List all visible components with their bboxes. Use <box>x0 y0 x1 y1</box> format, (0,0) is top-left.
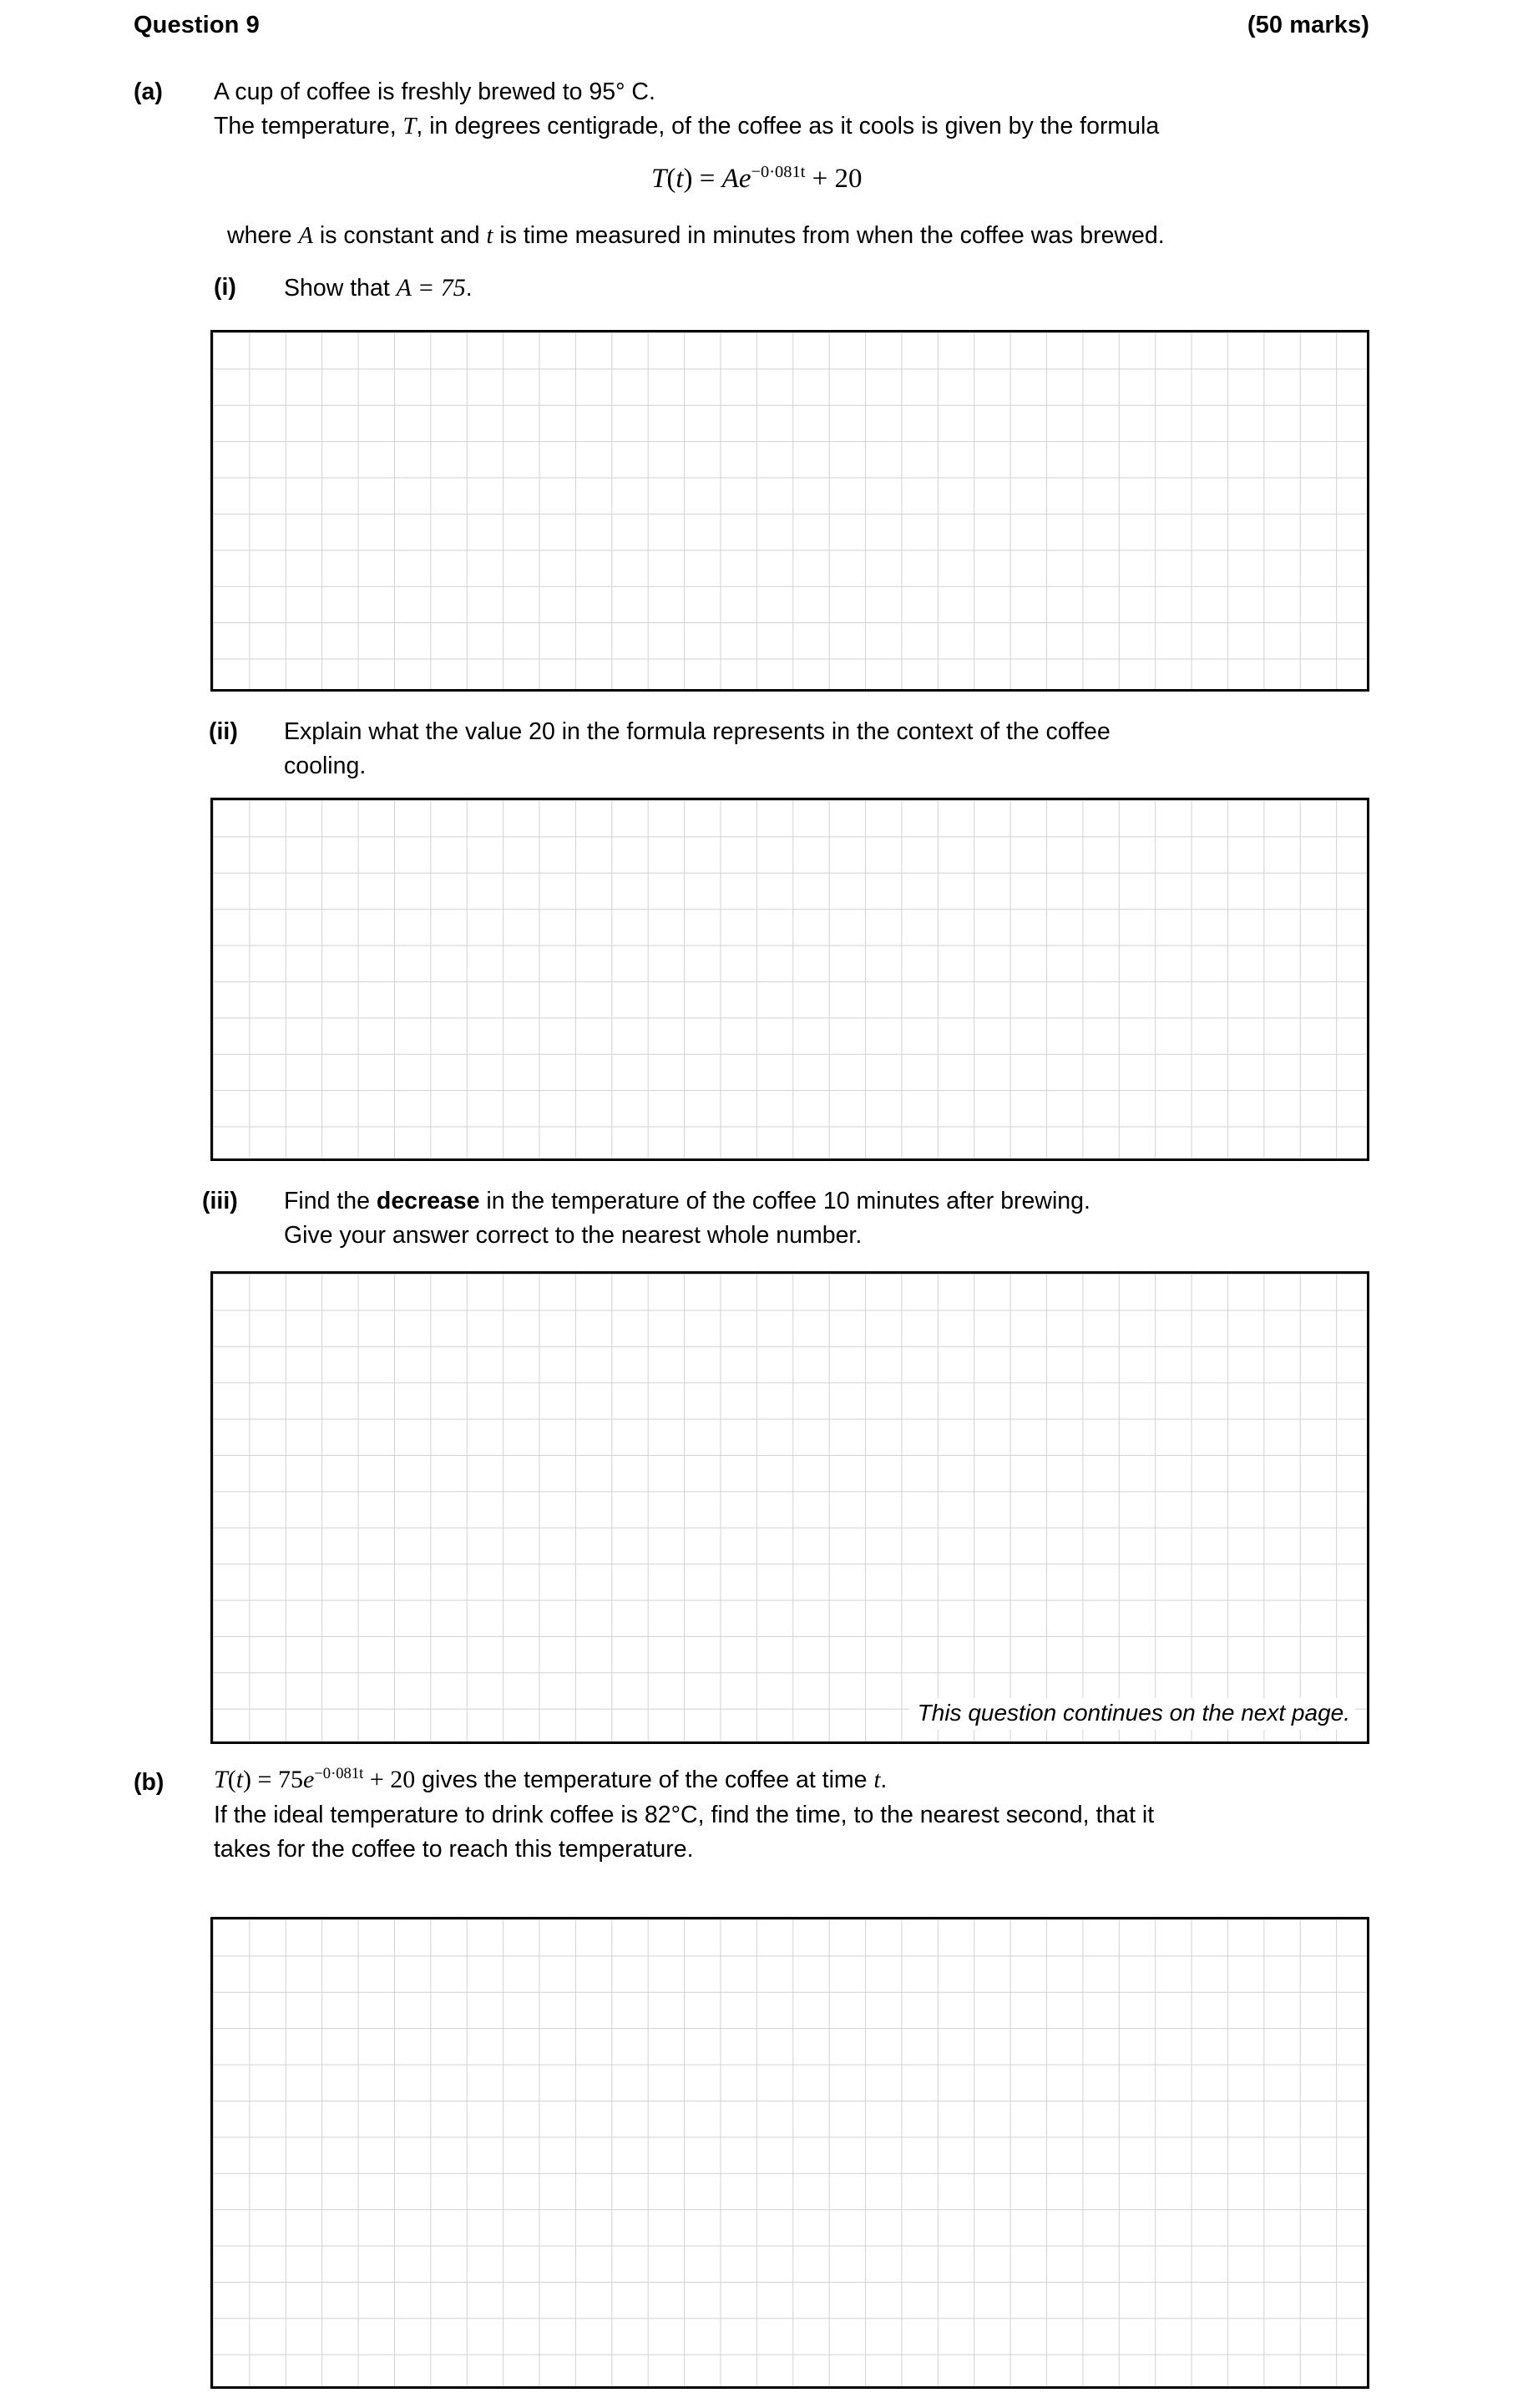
part-a-iii-emphasis: decrease <box>376 1188 480 1214</box>
part-a-label: (a) <box>134 79 163 105</box>
part-a-iii-label: (iii) <box>202 1188 238 1214</box>
part-b-line-1 <box>214 1762 887 1797</box>
answer-box-a-i[interactable] <box>210 330 1369 692</box>
formula-part-a <box>651 164 863 195</box>
part-a-i-text <box>284 271 473 306</box>
formula-a-tail: + 20 <box>812 164 863 194</box>
formula-part-b <box>214 1766 415 1793</box>
part-a-line-1 <box>214 75 655 109</box>
part-a-ii-label: (ii) <box>209 718 238 745</box>
page-header <box>134 12 1369 39</box>
formula-b-e: e <box>302 1766 315 1793</box>
variable-t: t <box>486 223 493 249</box>
part-a-ii-line-2: cooling. <box>284 753 367 779</box>
part-a-iii-line-2: Give your answer correct to the nearest whole number. <box>284 1222 863 1249</box>
part-b-label: (b) <box>134 1769 164 1796</box>
formula-a-paren-close: ) <box>683 164 693 194</box>
part-a-i-label: (i) <box>214 274 236 301</box>
part-b-variable-t: t <box>873 1767 881 1793</box>
formula-a-paren-open: ( <box>666 164 676 194</box>
formula-a-e: e <box>738 164 751 194</box>
answer-box-a-ii[interactable] <box>210 798 1369 1161</box>
part-a-line-1-text: A cup of coffee is freshly brewed to 95° C. <box>214 79 655 105</box>
answer-box-b[interactable] <box>210 1917 1369 2389</box>
part-a-ii-line-1: Explain what the value 20 in the formula represents in the context of the coffee <box>284 718 1111 745</box>
part-a-line-2-post: , in degrees centigrade, of the coffee as it cools is given by the formula <box>416 113 1160 139</box>
formula-b-tail: + 20 <box>369 1766 416 1793</box>
part-b-line-1-pre: gives the temperature of the coffee at time <box>415 1767 874 1793</box>
formula-b-coefficient: 75 <box>277 1766 303 1793</box>
part-a-i-pre: Show that <box>284 275 397 302</box>
formula-a-A: A <box>721 164 739 194</box>
variable-T: T <box>402 114 417 139</box>
formula-b-paren-close: ) <box>243 1766 252 1793</box>
part-a-line-2 <box>214 109 1159 144</box>
answer-box-a-iii[interactable] <box>210 1271 1369 1744</box>
formula-b-equals: = <box>257 1766 272 1793</box>
part-a-line-2-pre: The temperature, <box>214 113 403 139</box>
part-a-iii-pre: Find the <box>284 1188 377 1214</box>
variable-A: A <box>298 223 313 249</box>
continues-note: This question continues on the next page. <box>909 1698 1355 1730</box>
formula-b-exponent: −0·081t <box>314 1765 364 1782</box>
marks-label: (50 marks) <box>1247 12 1369 38</box>
formula-b-T: T <box>214 1766 228 1793</box>
part-a-where-line <box>227 219 1165 253</box>
where-pre: where <box>227 222 299 249</box>
part-b-line-3: takes for the coffee to reach this temperature. <box>214 1836 694 1863</box>
formula-b-paren-open: ( <box>227 1766 236 1793</box>
formula-a-t: t <box>676 164 684 194</box>
part-a-i-math: A = 75 <box>396 274 466 302</box>
where-post: is time measured in minutes from when the coffee was brewed. <box>493 222 1165 249</box>
formula-a-equals: = <box>699 164 716 194</box>
part-a-iii-line-1 <box>284 1184 1090 1219</box>
part-b-line-2: If the ideal temperature to drink coffee is 82°C, find the time, to the nearest second, that it <box>214 1802 1155 1828</box>
formula-b-t: t <box>235 1766 244 1793</box>
formula-a-exponent: −0·081t <box>751 163 806 181</box>
part-a-i-post: . <box>465 275 473 302</box>
part-b-line-1-post: . <box>880 1767 888 1793</box>
question-title: Question 9 <box>134 12 260 38</box>
part-a-iii-post: in the temperature of the coffee 10 minutes after brewing. <box>479 1188 1090 1214</box>
where-mid: is constant and <box>312 222 487 249</box>
formula-a-T: T <box>651 164 667 194</box>
